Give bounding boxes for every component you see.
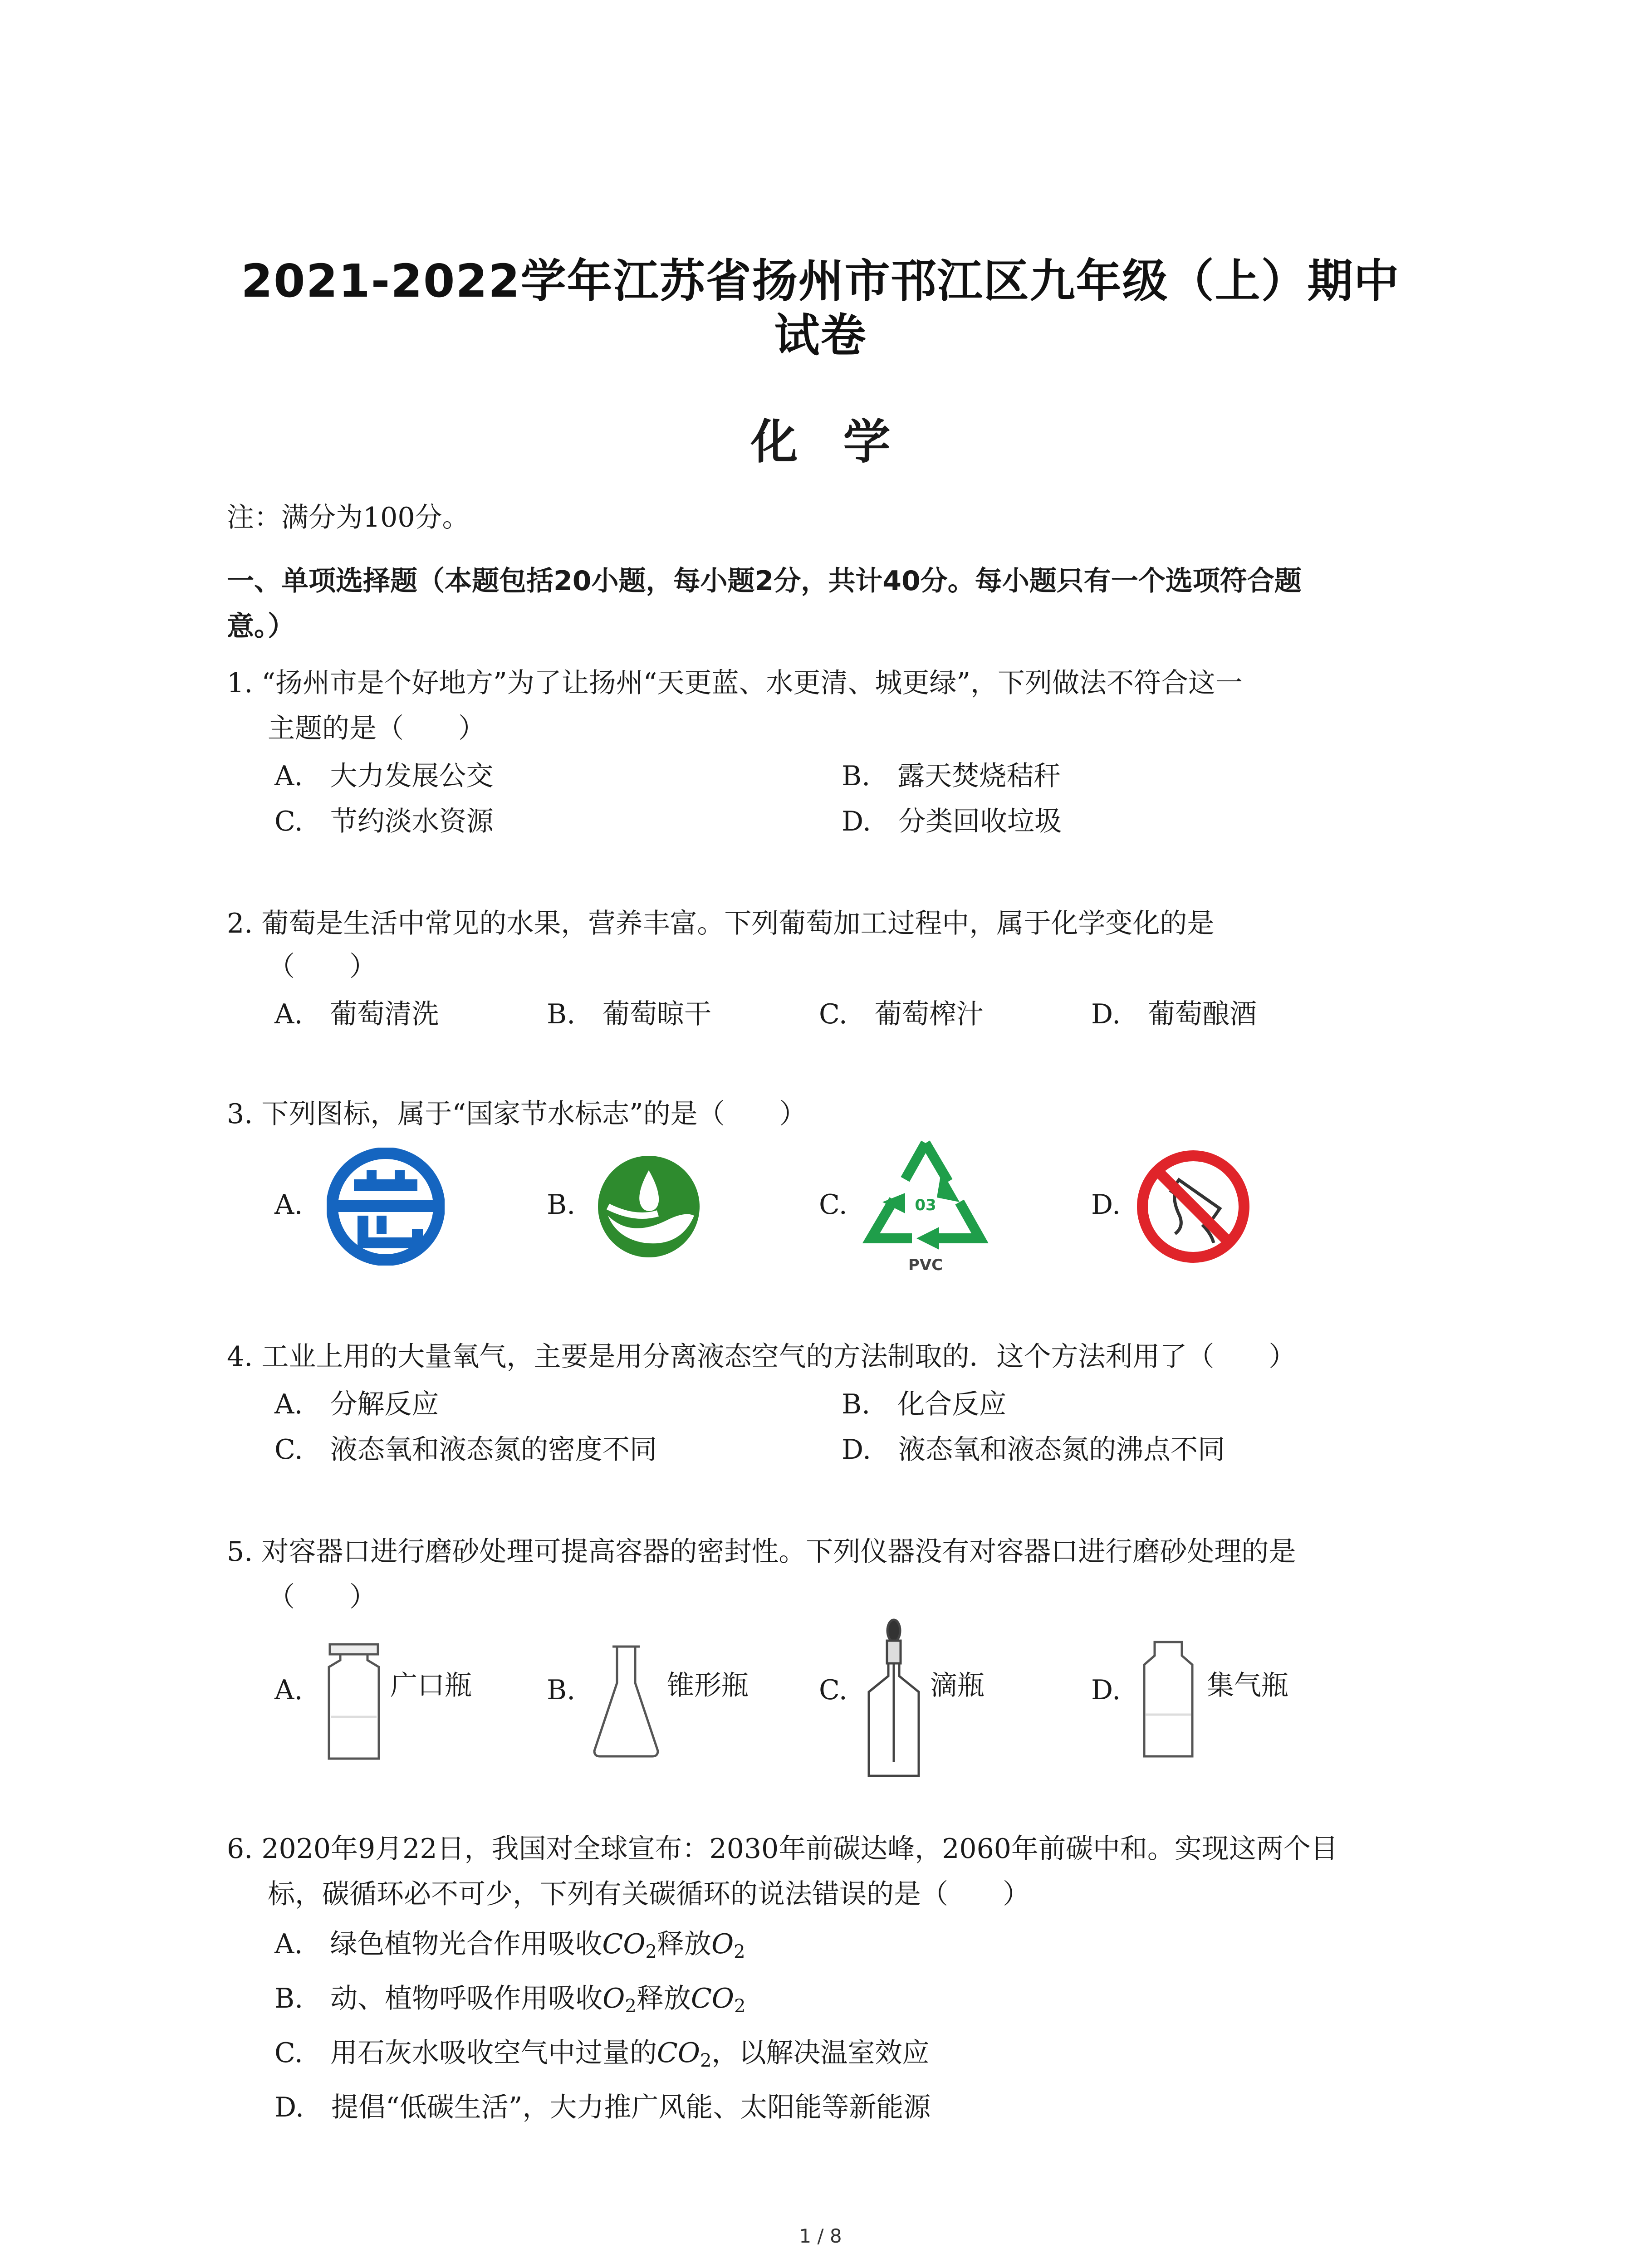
section-heading-line2: 意。）: [227, 611, 295, 642]
q5-option-a-name: 广口瓶: [390, 1670, 472, 1701]
dropper-bottle-icon: [862, 1617, 926, 1780]
q5-option-a-label: A.: [274, 1674, 303, 1706]
q1-option-c: C. 节约淡水资源: [274, 806, 494, 837]
q2-option-d: D. 葡萄酿酒: [1091, 998, 1257, 1030]
page-title-line2: 试卷: [774, 309, 867, 362]
q4-option-b: B. 化合反应: [842, 1388, 1007, 1420]
q3-option-b-label: B.: [547, 1189, 576, 1221]
page-number: 1 / 8: [799, 2225, 842, 2247]
wide-mouth-bottle-icon: [320, 1640, 388, 1767]
q2-option-b: B. 葡萄晾干: [547, 998, 712, 1030]
q6-stem-line1: 6. 2020年9月22日，我国对全球宣布：2030年前碳达峰，2060年前碳中和。实现这两个目: [227, 1833, 1338, 1865]
q6-option-a: A. 绿色植物光合作用吸收$CO_2$释放$O_2$: [274, 1928, 745, 1962]
q5-option-d-label: D.: [1091, 1674, 1121, 1706]
erlenmeyer-flask-icon: [590, 1642, 662, 1760]
q4-stem: 4. 工业上用的大量氧气，主要是用分离液态空气的方法制取的．这个方法利用了（ ）: [227, 1341, 1296, 1373]
q1-option-b: B. 露天焚烧秸秆: [842, 760, 1061, 792]
q5-option-c-label: C.: [819, 1674, 847, 1706]
q1-stem-line2: 主题的是（ ）: [268, 713, 485, 744]
q4-option-a: A. 分解反应: [274, 1388, 439, 1420]
q3-option-d-label: D.: [1091, 1189, 1121, 1221]
q5-stem-line1: 5. 对容器口进行磨砂处理可提高容器的密封性。下列仪器没有对容器口进行磨砂处理的是: [227, 1536, 1296, 1568]
q6-option-b: B. 动、植物呼吸作用吸收$O_2$释放$CO_2$: [274, 1983, 746, 2017]
q3-stem: 3. 下列图标，属于“国家节水标志”的是（ ）: [227, 1098, 807, 1130]
q2-option-a: A. 葡萄清洗: [274, 998, 439, 1030]
q3-option-c-label: C.: [819, 1189, 847, 1221]
recycle-pvc-icon: [862, 1134, 989, 1279]
q2-stem-line1: 2. 葡萄是生活中常见的水果，营养丰富。下列葡萄加工过程中，属于化学变化的是: [227, 908, 1215, 939]
q6-stem-line2: 标，碳循环必不可少，下列有关碳循环的说法错误的是（ ）: [268, 1878, 1030, 1910]
q1-option-d: D. 分类回收垃圾: [842, 806, 1062, 837]
q4-option-c: C. 液态氧和液态氮的密度不同: [274, 1434, 657, 1466]
section-heading-line1: 一、单项选择题（本题包括20小题，每小题2分，共计40分。每小题只有一个选项符合题: [227, 565, 1302, 597]
q2-option-c: C. 葡萄榨汁: [819, 998, 984, 1030]
q1-stem-line1: 1. “扬州市是个好地方”为了让扬州“天更蓝、水更清、城更绿”，下列做法不符合这一: [227, 667, 1243, 699]
q6-option-c: C. 用石灰水吸收空气中过量的$CO_2$，以解决温室效应: [274, 2037, 930, 2071]
q4-option-d: D. 液态氧和液态氮的沸点不同: [842, 1434, 1225, 1466]
no-smoking-icon: [1134, 1148, 1252, 1266]
q5-option-b-label: B.: [547, 1674, 576, 1706]
page-title-line1: 2021-2022学年江苏省扬州市邗江区九年级（上）期中: [241, 254, 1400, 308]
q2-stem-line2: （ ）: [268, 951, 377, 982]
q3-option-a-label: A.: [274, 1189, 303, 1221]
gas-collecting-bottle-icon: [1134, 1637, 1202, 1765]
q6-option-d: D. 提倡“低碳生活”，大力推广风能、太阳能等新能源: [274, 2092, 931, 2123]
q5-stem-line2: （ ）: [268, 1581, 377, 1613]
q1-option-a: A. 大力发展公交: [274, 760, 494, 792]
subject-heading: 化学: [750, 414, 936, 469]
q5-option-b-name: 锥形瓶: [667, 1670, 749, 1701]
score-note: 注：满分为100分。: [227, 502, 470, 533]
q5-option-c-name: 滴瓶: [930, 1670, 985, 1701]
recycle-label: PVC: [908, 1256, 943, 1274]
q5-option-d-name: 集气瓶: [1207, 1670, 1288, 1701]
recycle-number: 03: [915, 1196, 936, 1214]
blue-logo-icon: [327, 1148, 445, 1266]
green-water-saving-icon: [594, 1152, 703, 1261]
